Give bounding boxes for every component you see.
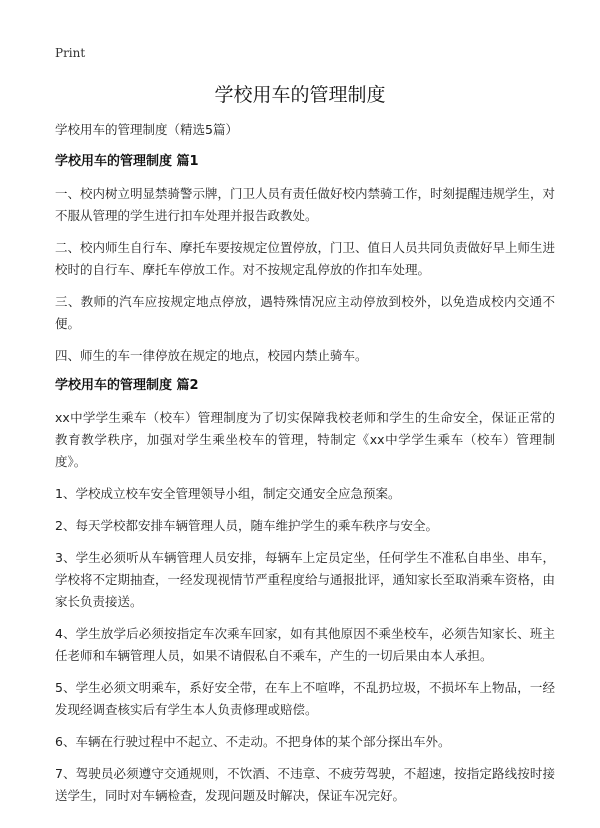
section-heading-2: 学校用车的管理制度 篇2 — [55, 378, 199, 393]
paragraph: 四、师生的车一律停放在规定的地点，校园内禁止骑车。 — [55, 348, 368, 363]
paragraph: 3、学生必须听从车辆管理人员安排，每辆车上定员定坐，任何学生不准私自串坐、串车，学校将不定期抽查，一经发现视情节严重程度给与通报批评，通知家长至取消乘车资格，由家长负责接送。 — [55, 550, 556, 609]
paragraph: 4、学生放学后必须按指定车次乘车回家，如有其他原因不乘坐校车，必须告知家长、班主任老师和车辆管理人员，如果不请假私自不乘车，产生的一切后果由本人承担。 — [55, 626, 555, 663]
print-link[interactable]: Print — [55, 46, 86, 60]
paragraph: 5、学生必须文明乘车，系好安全带，在车上不喧哗，不乱扔垃圾，不损坏车上物品，一经发现经调查核实后有学生本人负责修理或赔偿。 — [55, 680, 555, 717]
document-body — [55, 121, 555, 817]
paragraph: 1、学校成立校车安全管理领导小组，制定交通安全应急预案。 — [55, 486, 401, 501]
paragraph: xx中学学生乘车（校车）管理制度为了切实保障我校老师和学生的生命安全，保证正常的教育教学秩序，加强对学生乘坐校车的管理，特制定《xx中学学生乘车（校车）管理制度》。 — [55, 410, 555, 469]
paragraph: 2、每天学校都安排车辆管理人员，随车维护学生的乘车秩序与安全。 — [55, 518, 438, 533]
paragraph: 6、车辆在行驶过程中不起立、不走动。不把身体的某个部分探出车外。 — [55, 734, 451, 749]
document-subtitle: 学校用车的管理制度（精选5篇） — [55, 122, 238, 137]
paragraph: 二、校内师生自行车、摩托车要按规定位置停放，门卫、值日人员共同负责做好早上师生进校时的自行车、摩托车停放工作。对不按规定乱停放的作扣车处理。 — [55, 240, 556, 277]
page-title: 学校用车的管理制度 — [214, 84, 386, 106]
section-heading-1: 学校用车的管理制度 篇1 — [55, 154, 199, 169]
paragraph: 7、驾驶员必须遵守交通规则，不饮酒、不违章、不疲劳驾驶，不超速，按指定路线按时接送学生，同时对车辆检查，发现问题及时解决，保证车况完好。 — [55, 766, 555, 803]
paragraph: 一、校内树立明显禁骑警示牌，门卫人员有责任做好校内禁骑工作，时刻提醒违规学生，对不服从管理的学生进行扣车处理并报告政教处。 — [55, 186, 556, 223]
paragraph: 三、教师的汽车应按规定地点停放，遇特殊情况应主动停放到校外，以免造成校内交通不便。 — [55, 294, 555, 331]
